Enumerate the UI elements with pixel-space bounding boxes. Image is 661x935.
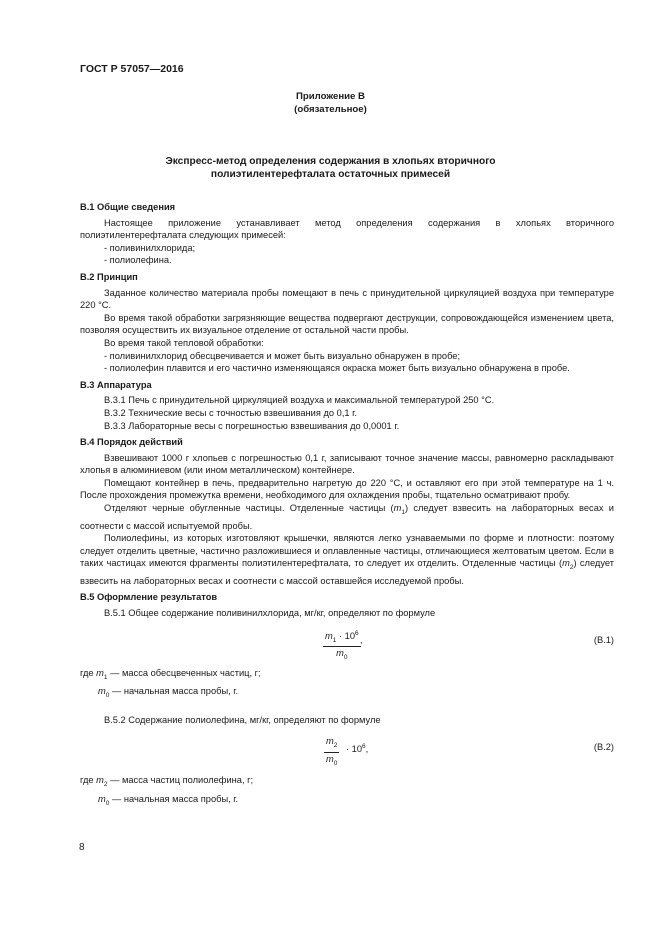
- section-heading-b4: В.4 Порядок действий: [80, 437, 183, 448]
- section-heading-b5: В.5 Оформление результатов: [80, 592, 218, 603]
- equation-number: (В.2): [593, 741, 614, 752]
- list-item: В.3.1 Печь с принудительной циркуляцией воздуха и максимальной температурой 250 °С.: [104, 395, 495, 406]
- where-line: $m_0$ — начальная масса пробы, г.: [98, 686, 239, 700]
- paragraph: В.5.1 Общее содержание поливинилхлорида, мг/кг, определяют по формуле: [104, 607, 436, 618]
- method-title-line2: полиэтилентерефталата остаточных примесей: [210, 169, 451, 180]
- fraction: $\frac{m_1 \cdot 10^6}{m_0}$: [325, 629, 359, 662]
- paragraph-m1: Отделяют черные обугленные частицы. Отделенные частицы $(m_1)$ следует взвесить на лабораторных весах и соотнести с массой испытуемой пробы.: [80, 503, 614, 531]
- paragraph: В.5.2 Содержание полиолефина, мг/кг, определяют по формуле: [104, 715, 381, 726]
- standard-header: ГОСТ Р 57057—2016: [80, 63, 184, 75]
- fraction: $\frac{m_2}{m_0}$: [326, 735, 338, 767]
- list-item: - полиолефин плавится и его частично изменяющаяся окраска может быть визуально обнаружена в пробе.: [104, 363, 570, 374]
- where-line: $m_0$ — начальная масса пробы, г.: [98, 793, 239, 807]
- paragraph: Заданное количество материала пробы помещают в печь с принудительной циркуляцией воздуха при температуре 220 °С.: [80, 287, 614, 311]
- where-line: где $m_2$ — масса частиц полиолефина, г;: [80, 774, 254, 788]
- list-item: В.3.3 Лабораторные весы с погрешностью взвешивания до 0,0001 г.: [104, 420, 400, 431]
- list-item: - поливинилхлорида;: [104, 242, 196, 253]
- formula-b1: $\frac{m_1 \cdot 10^6}{m_0}$ , (В.1): [80, 626, 614, 662]
- list-item: - поливинилхлорид обесцвечивается и может быть визуально обнаружен в пробе;: [104, 350, 461, 361]
- where-line: где $m_1$ — масса обесцвеченных частиц, г;: [80, 667, 261, 681]
- section-heading-b1: В.1 Общие сведения: [80, 202, 176, 212]
- appendix-title: Приложение В: [296, 91, 365, 102]
- list-item: В.3.2 Технические весы с точностью взвешивания до 0,1 г.: [104, 407, 358, 418]
- paragraph: Помещают контейнер в печь, предварительно нагретую до 220 °С, и оставляют его при этой температуре на 1 ч. После прохождения промежутка времени, необходимого для охлаждения пробы, тщательно осматривают пробу.: [80, 477, 614, 501]
- paragraph: Во время такой тепловой обработки:: [104, 337, 264, 348]
- paragraph-m2: Полиолефины, из которых изготовляют крышечки, являются легко узнаваемыми по форме и плотности: поэтому следует отделить цветные, частично разложившиеся и оплавленные частицы, отличающиеся желтоватым цветом. Если в таких частицах имеются фрагменты полиэтилентерефталата, то следует их отделить. Отделенные частицы $(m_2)$ следует взвесить на лабораторных весах и соотнести с массой оставшейся исследуемой пробы.: [80, 533, 614, 586]
- method-title: [0, 155, 661, 181]
- appendix-status: (обязательное): [294, 103, 367, 115]
- list-item: - полиолефина.: [104, 255, 172, 266]
- appendix-title-block: [0, 91, 661, 116]
- equation-number: (В.1): [593, 634, 614, 645]
- method-title-line1: Экспресс-метод определения содержания в хлопьях вторичного: [165, 156, 496, 167]
- formula-b2: $\frac{m_2}{m_0}$ · $10^6$, (В.2): [80, 733, 614, 769]
- section-heading-b2: В.2 Принцип: [80, 271, 138, 282]
- section-heading-b3: В.3 Аппаратура: [80, 379, 152, 390]
- page-number: 8: [79, 842, 85, 853]
- paragraph: Настоящее приложение устанавливает метод определения содержания в хлопьях вторичного полиэтилентерефталата следующих примесей:: [80, 217, 614, 241]
- paragraph: Во время такой обработки загрязняющие вещества подвергают деструкции, сопровождающейся изменением цвета, позволяя осуществить их визуальное отделение от остальной части пробы.: [80, 312, 614, 336]
- paragraph: Взвешивают 1000 г хлопьев с погрешностью 0,1 г, записывают точное значение массы, равномерно раскладывают хлопья в алюминиевом (или ином металлическом) контейнере.: [80, 452, 614, 476]
- document-body: [80, 201, 614, 811]
